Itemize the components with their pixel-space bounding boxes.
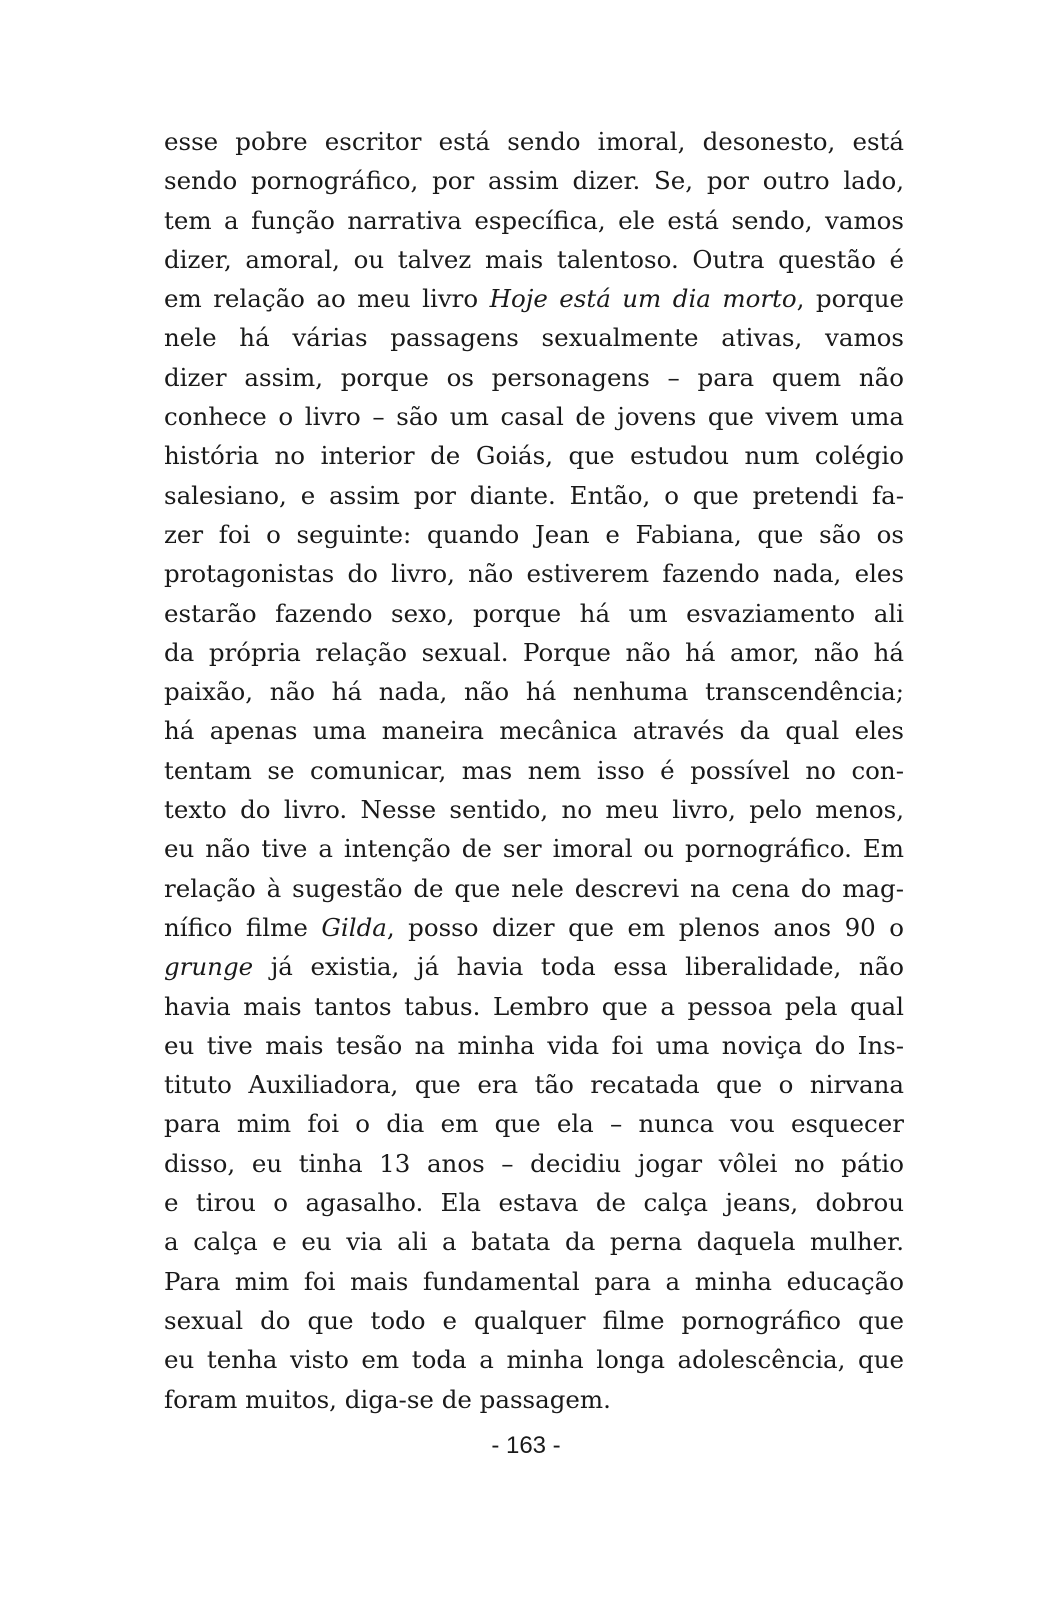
text-segment: sexual do que todo e qualquer filme pornográfico que	[164, 1305, 904, 1335]
text-segment: foram muitos, diga-se de passagem.	[164, 1384, 611, 1414]
text-line	[164, 1183, 904, 1222]
text-line	[164, 672, 904, 711]
text-line	[164, 318, 904, 357]
text-line	[164, 1301, 904, 1340]
text-line	[164, 908, 904, 947]
text-segment: e tirou o agasalho. Ela estava de calça jeans, dobrou	[164, 1188, 904, 1218]
italic-title: Hoje está um dia morto	[489, 284, 797, 314]
text-segment: , posso dizer que em plenos anos 90 o	[386, 912, 904, 942]
text-line	[164, 751, 904, 790]
text-segment: sendo pornográfico, por assim dizer. Se, por outro lado,	[164, 166, 904, 196]
text-line	[164, 122, 904, 161]
text-segment: relação à sugestão de que nele descrevi na cena do mag-	[164, 873, 904, 903]
text-segment: da própria relação sexual. Porque não há amor, não há	[164, 637, 904, 667]
text-line	[164, 1026, 904, 1065]
text-line	[164, 829, 904, 868]
body-text	[164, 122, 904, 1419]
text-line	[164, 594, 904, 633]
text-segment: há apenas uma maneira mecânica através da qual eles	[164, 716, 904, 746]
text-segment: já existia, já havia toda essa liberalidade, não	[253, 952, 904, 982]
text-line	[164, 279, 904, 318]
text-segment: paixão, não há nada, não há nenhuma transcendência;	[164, 677, 904, 707]
page-number: - 163 -	[491, 1432, 561, 1459]
text-segment: em relação ao meu livro	[164, 284, 490, 314]
text-segment: , porque	[796, 284, 904, 314]
text-segment: nífico filme	[164, 912, 322, 942]
text-line	[164, 201, 904, 240]
text-segment: protagonistas do livro, não estiverem fazendo nada, eles	[164, 559, 904, 589]
text-segment: eu tenha visto em toda a minha longa adolescência, que	[164, 1345, 904, 1375]
text-segment: eu não tive a intenção de ser imoral ou pornográfico. Em	[164, 834, 904, 864]
text-segment: dizer assim, porque os personagens – para quem não	[164, 362, 904, 392]
text-line	[164, 161, 904, 200]
text-line	[164, 1262, 904, 1301]
text-line	[164, 1104, 904, 1143]
text-line	[164, 554, 904, 593]
text-line	[164, 711, 904, 750]
text-segment: tentam se comunicar, mas nem isso é possível no con-	[164, 755, 904, 785]
text-line	[164, 869, 904, 908]
text-line	[164, 790, 904, 829]
text-line	[164, 947, 904, 986]
text-line	[164, 1144, 904, 1183]
text-segment: salesiano, e assim por diante. Então, o que pretendi fa-	[164, 480, 904, 510]
text-segment: estarão fazendo sexo, porque há um esvaziamento ali	[164, 598, 904, 628]
text-line	[164, 240, 904, 279]
text-line	[164, 1065, 904, 1104]
text-line	[164, 633, 904, 672]
text-segment: tituto Auxiliadora, que era tão recatada que o nirvana	[164, 1070, 904, 1100]
text-segment: dizer, amoral, ou talvez mais talentoso. Outra questão é	[164, 244, 904, 274]
text-line	[164, 397, 904, 436]
text-segment: havia mais tantos tabus. Lembro que a pessoa pela qual	[164, 991, 904, 1021]
italic-title: Gilda	[321, 912, 387, 942]
text-line	[164, 1380, 904, 1419]
text-segment: zer foi o seguinte: quando Jean e Fabiana, que são os	[164, 519, 904, 549]
text-segment: tem a função narrativa específica, ele está sendo, vamos	[164, 205, 904, 235]
text-segment: história no interior de Goiás, que estudou num colégio	[164, 441, 904, 471]
text-segment: Para mim foi mais fundamental para a minha educação	[164, 1266, 904, 1296]
text-line	[164, 436, 904, 475]
text-line	[164, 358, 904, 397]
italic-title: grunge	[164, 952, 254, 982]
text-line	[164, 987, 904, 1026]
text-segment: esse pobre escritor está sendo imoral, desonesto, está	[164, 127, 904, 156]
text-segment: nele há várias passagens sexualmente ativas, vamos	[164, 323, 904, 353]
text-segment: a calça e eu via ali a batata da perna daquela mulher.	[164, 1227, 904, 1257]
text-segment: disso, eu tinha 13 anos – decidiu jogar vôlei no pátio	[164, 1148, 904, 1178]
text-segment: conhece o livro – são um casal de jovens que vivem uma	[164, 402, 904, 432]
text-line	[164, 1222, 904, 1261]
text-segment: texto do livro. Nesse sentido, no meu livro, pelo menos,	[164, 795, 904, 825]
text-line	[164, 515, 904, 554]
text-line	[164, 476, 904, 515]
text-line	[164, 1340, 904, 1379]
text-segment: eu tive mais tesão na minha vida foi uma noviça do Ins-	[164, 1030, 904, 1060]
text-segment: para mim foi o dia em que ela – nunca vou esquecer	[164, 1109, 904, 1139]
